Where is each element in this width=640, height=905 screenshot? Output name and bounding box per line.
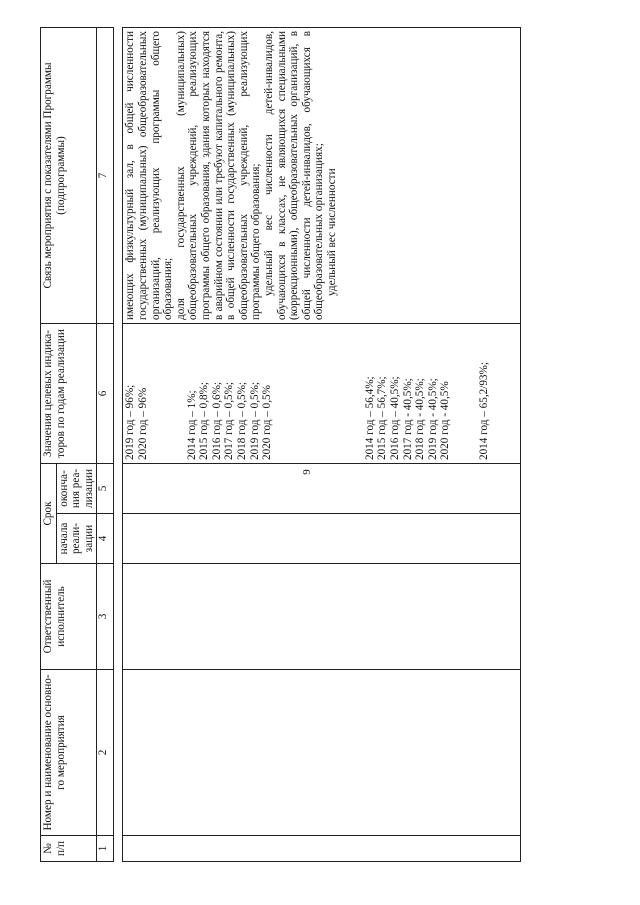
value-line: 2015 год – 0,8%; [198,381,211,460]
value-line: 2019 год – 0,5%; [248,381,261,460]
colnum-6: 6 [97,324,114,464]
value-line: 2017 год - 40,5%; [401,378,414,460]
value-line: 2017 год – 0,5%; [223,381,236,460]
colnum-2: 2 [97,670,114,836]
header-program-link: Связь мероприятия с показателями Программы (подпрограммы) [41,28,97,324]
cell-indicator-values [123,324,521,464]
program-table-wrapper [40,28,606,862]
value-line: 2018 год - 40,5%; [414,378,427,460]
header-term: Срок [41,464,57,564]
value-line: 2014 год – 1%; [185,390,198,460]
cell-responsible [123,564,521,670]
separator-row [114,28,123,862]
cell-program-link [123,28,521,324]
header-start: начала реали-зации [56,514,97,564]
cell-num [123,836,521,862]
colnum-5: 5 [97,464,114,514]
value-line: 2014 год – 56,4%; [363,376,376,460]
value-line: 2019 год - 40,5%; [426,378,439,460]
value-line: 2020 год – 96% [136,387,149,460]
value-line: 2014 год – 65,2/93%; [477,362,490,460]
header-row [41,28,57,862]
indicator-paragraph: доля государственных (муниципальных) общеобразовательных учреждений, реализующих программы общего образования, здания которых находятся в аварийном состоянии или требуют капитального ремонта, в общей численности государственных (муниципальных) общеобразовательных учреждений, реализующих программы общего образования; [174,31,263,320]
header-end: оконча-ния реа-лизации [56,464,97,514]
program-table [40,27,521,862]
colnum-3: 3 [97,564,114,670]
colnum-4: 4 [97,514,114,564]
table-row [123,28,521,862]
value-line: 2016 год – 40,5%; [388,376,401,460]
cell-end [123,464,521,514]
header-num: № п/п [41,836,97,862]
value-line: 2015 год – 56,7%; [376,376,389,460]
indicator-paragraph: имеющих физкультурный зал, в общей численности государственных (муниципальных) общеобразовательных организаций, реализующих программы общего образования; [124,31,175,320]
colnum-1: 1 [97,836,114,862]
colnum-7: 7 [97,28,114,324]
column-number-row [97,28,114,862]
value-line: 2016 год – 0,6%; [210,381,223,460]
value-line: 2018 год – 0,5%; [235,381,248,460]
indicator-paragraph: удельный вес численности [325,168,338,296]
value-line: 2020 год – 0,5% [261,385,274,460]
header-responsible: Ответственный исполнитель [41,564,97,670]
header-measure-name: Номер и наименование основно-го мероприятия [41,670,97,836]
header-indicator-values: Значения целевых индика-торов по годам реализации [41,324,97,464]
value-line: 2020 год - 40,5% [439,381,452,460]
rotated-sheet [40,28,606,862]
page-number: 9 [300,469,313,475]
cell-start [123,514,521,564]
cell-measure-name [123,670,521,836]
value-line: 2019 год – 96%; [124,384,137,460]
indicator-paragraph: удельный вес численности детей-инвалидов, обучающихся в классах, не являющихся специальными (коррекционными), общеобразовательных организаций, в общей численности детей-инвалидов, обучающихся в общеобразовательных организациях; [262,31,326,320]
